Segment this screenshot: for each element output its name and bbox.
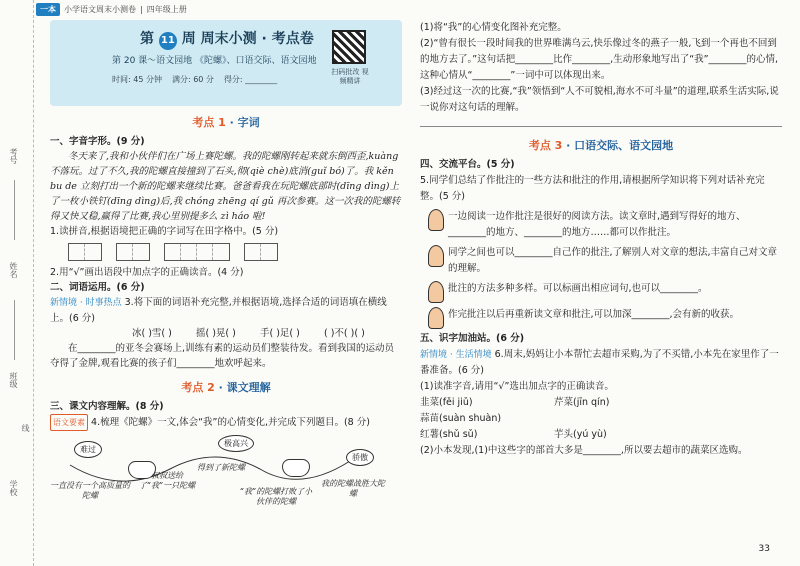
question-6-1: (1)读准字音,请用“√”选出加点字的正确读音。 [420,381,614,392]
dialog-bubble [428,245,782,277]
series-name: 小学语文周末小测卷 [64,5,136,14]
question-1-heading: 一、字音字形。(9 分) [50,136,145,147]
fill-sentence: 在________的亚冬会赛场上,训练有素的运动员们整装待发。看到我国的运动员夺得了金牌,观看比赛的孩子们________地欢呼起来。 [50,343,395,369]
section-heading-3: 考点 3 · 口语交际、语文园地 [528,139,674,152]
mood-note: 一直没有一个高质量的陀螺 [50,481,130,500]
word-blank-item[interactable]: 冰( )雪( ) [132,328,172,339]
strip-label-class: 班级 [9,372,18,388]
dialog-text: 批注的方法多种多样。可以标画出相应词句,也可以________。 [448,283,708,294]
binding-strip [0,0,34,566]
writing-grid[interactable] [244,243,278,261]
page-subtitle: 第 20 课～语文园地 《陀螺》、口语交际、语文园地 [112,56,317,66]
dialog-bubble [428,307,782,329]
right-column [420,20,782,459]
dialog-bubble [428,209,782,241]
week-number: 11 [159,32,177,50]
mood-note: “我”的陀螺打败了小伙伴的陀螺 [239,487,313,506]
word-blank-item[interactable]: ( )不( )( ) [324,328,365,339]
qr-caption: 扫码批改 视频精讲 [331,68,369,85]
question-5: 5.同学们总结了作批注的一些方法和批注的作用,请根据所学知识将下列对话补充完整。(5 分) [420,175,765,202]
page-title: 第 11 周 周末小测 · 考点卷 [140,28,314,50]
child-avatar-icon [428,307,444,329]
question-2-heading: 二、词语运用。(6 分) [50,282,145,293]
brand-tag: 一本 [36,3,60,16]
strip-label-school: 学校 [9,480,18,496]
question-1-2: 2.用“√”画出语段中加点字的正确读音。(4 分) [50,267,244,278]
reading-passage: 冬天来了,我和小伙伴们在广场上赛陀螺。我的陀螺刚转起来就东倒西歪,kuàng 不落玩。过了不久,我的陀螺直接撞到了石头,彻(qiè chè)底消(guǐ bó)了。我 kěn bu de 立刻打出一个新的陀螺来继续比赛。爸爸看我在玩陀螺底部时(dīng dìng)上了一枚小铁钉(dīng dìng)后,我 chóng zhēng qí gǔ 再次参赛。这一次我的陀螺转得又快又稳,赢得了比赛,我心里别提多么 zì háo 啦! [50,151,401,222]
strip-cut-mark: 线 [21,424,30,432]
question-3: 新情境 · 时事热点 3.将下面的词语补充完整,并根据语境,选择合适的词语填在横线上。(6 分) [50,297,387,324]
question-1-1: 1.读拼音,根据语境把正确的字词写在田字格中。(5 分) [50,226,279,237]
word-blank-item[interactable]: 摇( )晃( ) [196,328,236,339]
mood-note: 叔叔送给了“我”一只陀螺 [138,471,196,490]
title-banner [50,20,402,106]
question-4: 语文要素 4.梳理《陀螺》一文,体会“我”的心情变化,并完成下列题目。(8 分) [50,414,402,431]
word-blanks [132,326,402,341]
question-5-heading: 五、识字加油站。(6 分) [420,333,525,344]
writing-grids [68,243,402,261]
exam-meta [112,74,277,85]
strip-line [14,180,15,240]
left-column [50,20,402,513]
context-tag: 新情境 · 生活情境 [420,350,492,360]
strip-line [14,300,15,360]
section-heading-2: 考点 2 · 课文理解 [181,381,271,394]
mood-node-sad: 难过 [74,441,102,458]
question-4-1: (1)将“我”的心情变化图补充完整。 [420,22,567,33]
writing-grid[interactable] [68,243,102,261]
pinyin-option[interactable]: 韭菜(fěi jiǔ) [420,397,473,408]
dialog-bubble [428,281,782,303]
child-avatar-icon [428,281,444,303]
strip-label-exam-no: 考号 [9,148,18,164]
page-header: 一本 小学语文周末小测卷 | 四年级上册 [36,3,187,16]
mood-node-happy: 极高兴 [218,435,254,452]
mood-node-proud: 骄傲 [346,449,374,466]
question-6: 新情境 · 生活情境 6.周末,妈妈让小本帮忙去超市采购,为了不买错,小本先在家里作了一番准备。(6 分) [420,349,779,376]
child-avatar-icon [428,245,444,267]
pinyin-options [420,395,782,443]
dialog-text: 一边阅读一边作批注是很好的阅读方法。读文章时,遇到写得好的地方、________的地方、________的地方……都可以作批注。 [448,211,746,238]
mood-blank[interactable] [282,459,310,477]
mood-note: 得到了新陀螺 [197,463,245,472]
word-blank-item[interactable]: 手( )足( ) [260,328,300,339]
pinyin-option[interactable]: 红薯(shǔ sǔ) [420,429,478,440]
writing-grid[interactable] [164,243,230,261]
context-tag: 新情境 · 时事热点 [50,298,122,308]
question-6-2: (2)小本发现,(1)中这些字的部首大多是________,所以要去超市的蔬菜区选购。 [420,445,748,456]
answer-line[interactable] [420,126,782,127]
strip-label-name: 姓名 [9,262,18,278]
child-avatar-icon [428,209,444,231]
pinyin-option[interactable]: 蒜苗(suàn shuàn) [420,413,502,424]
page-number: 33 [758,544,770,554]
mood-note: 我的陀螺战胜大陀螺 [321,479,385,498]
question-4-3: (3)经过这一次的比赛,“我”领悟到“人不可貌相,海水不可斗量”的道理,联系生活实际,说一说你对这句话的理解。 [420,86,779,113]
score-field: 得分: ________ [223,75,278,84]
question-4-2: (2)“曾有很长一段时间我的世界唯满乌云,快乐像过冬的燕子一般,飞到一个再也不回到的地方去了。”这句话把________比作________,生动形象地写出了“我”________的心情,这种心情从“________”一词中可以体现出来。 [420,38,779,81]
dialog-text: 同学之间也可以________自己作的批注,了解别人对文章的想法,丰富自己对文章的理解。 [448,247,778,274]
question-4-heading: 四、交流平台。(5 分) [420,159,515,170]
full-score-info: 满分: 60 分 [171,75,214,84]
dialog-text: 作完批注以后再重新读文章和批注,可以加深________,会有新的收获。 [448,309,740,320]
mood-diagram [50,435,402,513]
question-3-heading: 三、课文内容理解。(8 分) [50,401,164,412]
grade-name: 四年级上册 [146,5,187,14]
qr-code-icon[interactable] [332,30,366,64]
writing-grid[interactable] [116,243,150,261]
section-heading-1: 考点 1 · 字词 [192,116,260,129]
pinyin-option[interactable]: 芋头(yú yù) [554,429,607,440]
skill-tag: 语文要素 [50,414,88,431]
pinyin-option[interactable]: 芹菜(jīn qín) [554,397,610,408]
time-info: 时间: 45 分钟 [112,75,162,84]
